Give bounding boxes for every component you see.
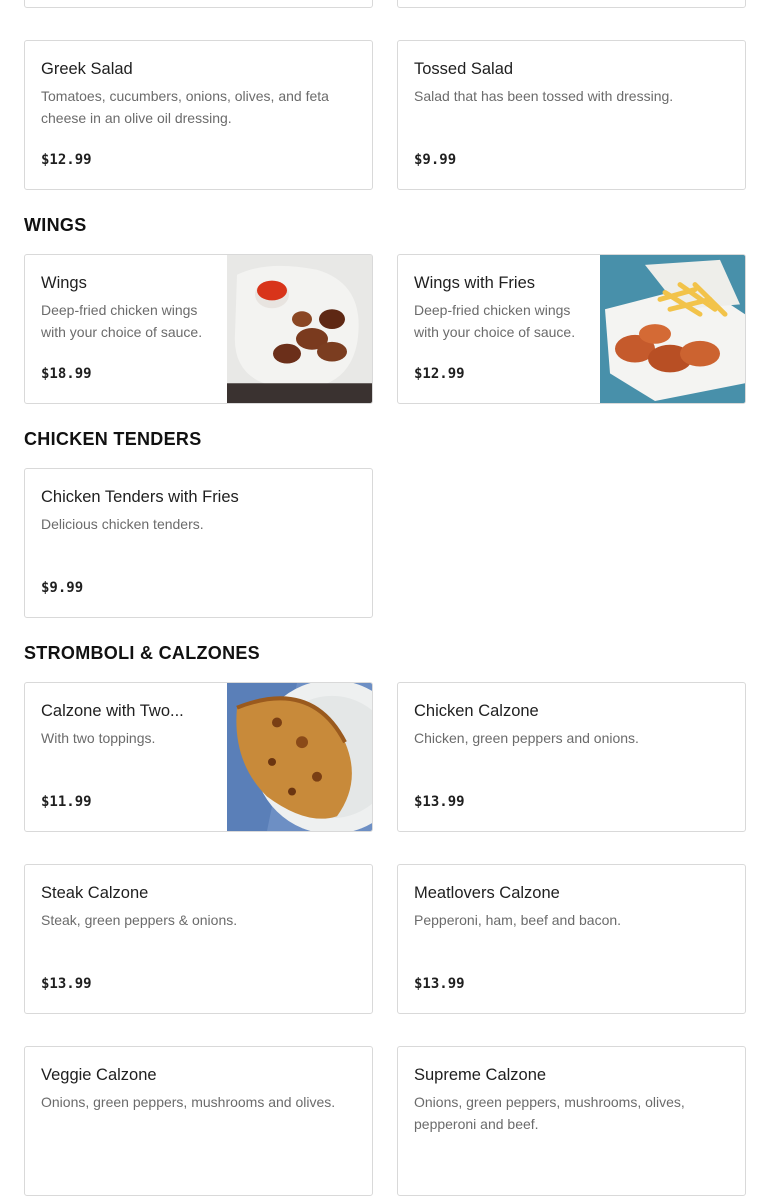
section-title-wings: WINGS [24,215,87,235]
menu-item-meatlovers-calzone[interactable] [397,864,746,1014]
item-name: Supreme Calzone [414,1066,547,1084]
item-price: $12.99 [414,366,465,382]
item-description: With two toppings. [41,730,156,746]
item-name: Greek Salad [41,60,133,78]
item-name: Chicken Tenders with Fries [41,488,239,506]
menu-item-calzone-with-two-toppings[interactable] [24,682,373,832]
menu-item-greek-salad[interactable] [24,40,373,190]
menu-item-chicken-calzone[interactable] [397,682,746,832]
menu-item-wings[interactable] [24,254,373,404]
item-price: $9.99 [41,580,84,596]
menu-item-card-partial[interactable] [397,0,746,8]
item-name: Wings with Fries [414,274,536,292]
item-name: Chicken Calzone [414,702,539,720]
item-description: Delicious chicken tenders. [41,516,204,532]
item-description: Steak, green peppers & onions. [41,912,238,928]
menu-item-steak-calzone[interactable] [24,864,373,1014]
item-price: $13.99 [414,794,465,810]
item-description: Onions, green peppers, mushrooms and olives. [41,1094,336,1110]
item-description: Deep-fried chicken wings with your choice of sauce. [414,302,576,340]
wings-photo [227,255,372,403]
wings-with-fries-photo [600,255,745,403]
menu-item-tossed-salad[interactable] [397,40,746,190]
item-price: $18.99 [41,366,92,382]
item-name: Veggie Calzone [41,1066,157,1084]
item-description: Salad that has been tossed with dressing. [414,88,674,104]
item-name: Wings [41,274,87,292]
item-description: Tomatoes, cucumbers, onions, olives, and feta cheese in an olive oil dressing. [41,88,329,126]
menu-item-wings-with-fries[interactable] [397,254,746,404]
section-title-stromboli-calzones: STROMBOLI & CALZONES [24,643,260,663]
item-name: Tossed Salad [414,60,514,78]
item-price: $12.99 [41,152,92,168]
item-price: $11.99 [41,794,92,810]
item-description: Pepperoni, ham, beef and bacon. [414,912,622,928]
item-price: $9.99 [414,152,457,168]
item-description: Chicken, green peppers and onions. [414,730,639,746]
menu-item-card-partial[interactable] [24,0,373,8]
menu-item-chicken-tenders-with-fries[interactable] [24,468,373,618]
menu-item-supreme-calzone[interactable] [397,1046,746,1196]
calzone-photo [227,683,372,831]
item-price: $13.99 [41,976,92,992]
section-title-chicken-tenders: CHICKEN TENDERS [24,429,202,449]
item-price: $13.99 [414,976,465,992]
item-name: Steak Calzone [41,884,149,902]
item-name: Calzone with Two... [41,702,184,720]
item-description: Onions, green peppers, mushrooms, olives, pepperoni and beef. [414,1094,685,1132]
item-description: Deep-fried chicken wings with your choice of sauce. [41,302,203,340]
item-name: Meatlovers Calzone [414,884,560,902]
menu-item-veggie-calzone[interactable] [24,1046,373,1196]
